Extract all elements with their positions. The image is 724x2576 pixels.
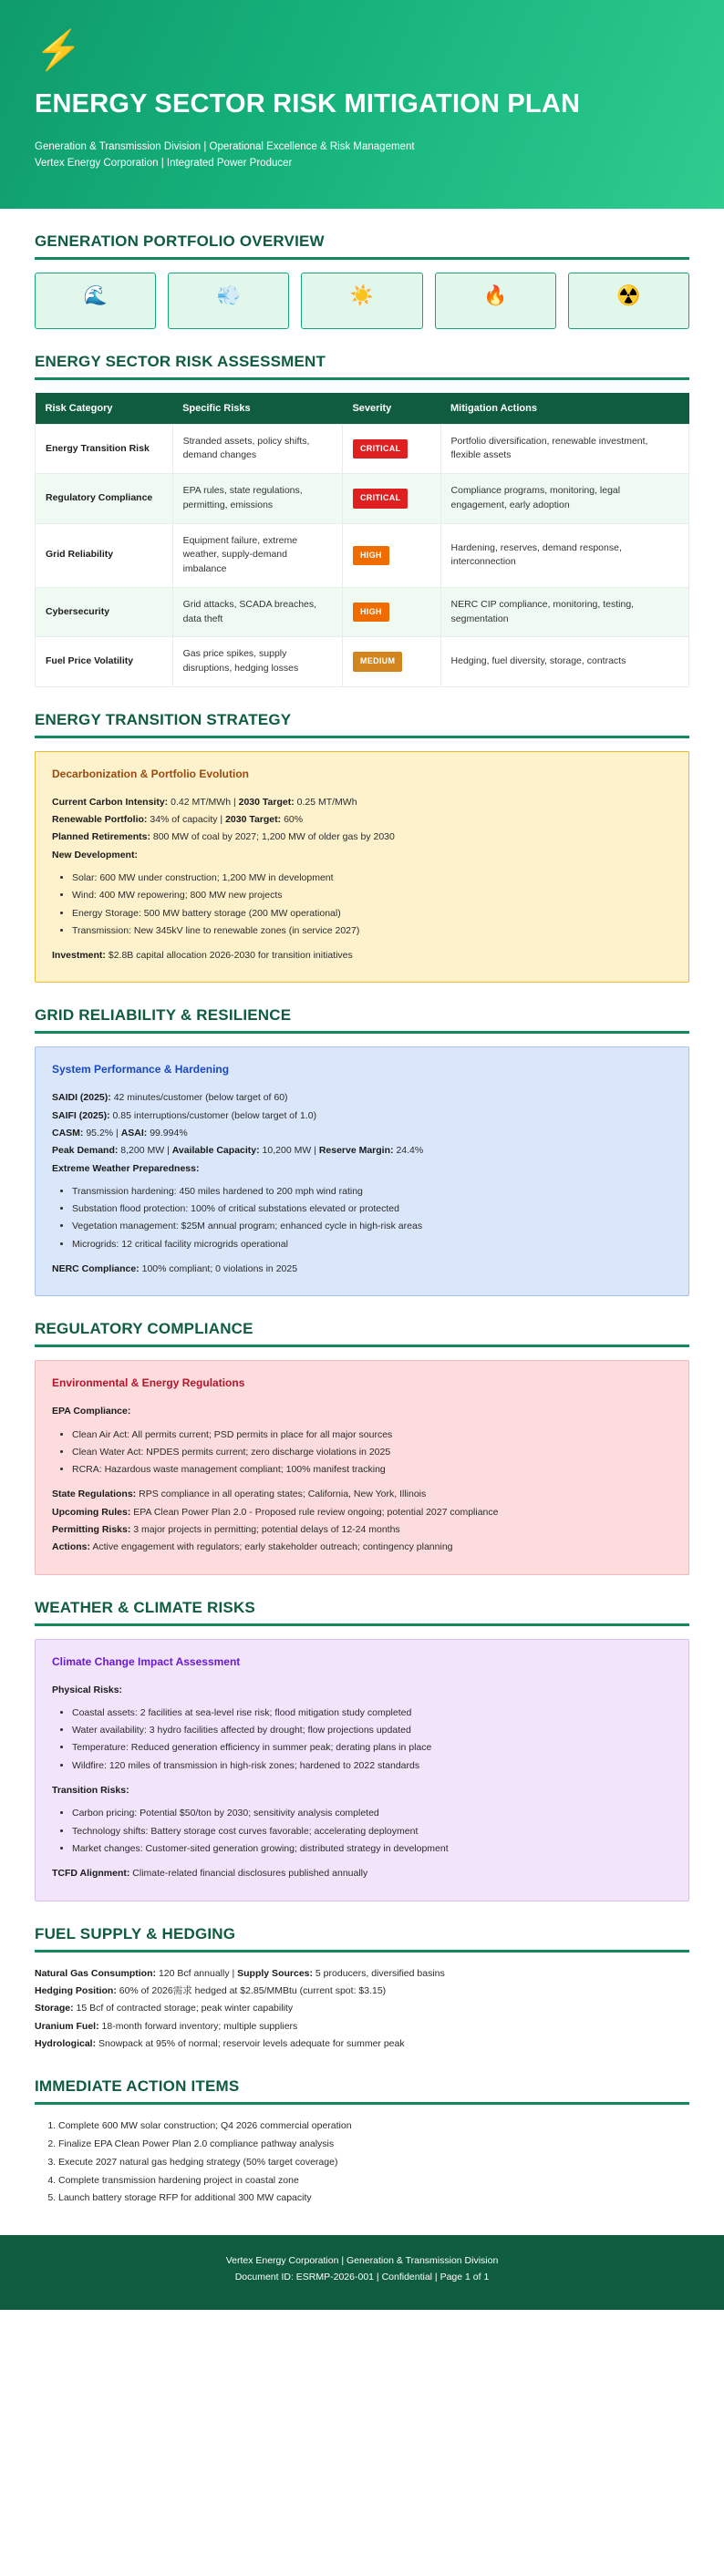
physical-risks-list xyxy=(52,1705,672,1774)
table-row xyxy=(36,474,689,524)
hedging-position-line: Hedging Position: 60% of 2026需求 hedged at $2.85/MMBtu (current spot: $3.15) xyxy=(35,1985,387,1997)
section-weather-climate xyxy=(35,1599,689,1901)
portfolio-card-list xyxy=(35,273,689,329)
physical-risks-label: Physical Risks: xyxy=(52,1684,123,1695)
planned-retirements-line: Planned Retirements: 800 MW of coal by 2027; 1,200 MW of older gas by 2030 xyxy=(52,831,395,843)
action-item: 4. Complete transmission hardening project in coastal zone xyxy=(58,2172,689,2190)
list-item: • Clean Water Act: NPDES permits current; zero discharge violations in 2025 xyxy=(72,1445,672,1460)
regulatory-panel-heading: Environmental & Energy Regulations xyxy=(52,1376,245,1390)
page-title: ENERGY SECTOR RISK MITIGATION PLAN xyxy=(35,89,581,118)
mitigation-actions-cell: Compliance programs, monitoring, legal engagement, early adoption xyxy=(440,474,688,524)
page-header-banner xyxy=(0,0,724,209)
list-item: • Vegetation management: $25M annual program; enhanced cycle in high-risk areas xyxy=(72,1219,672,1234)
portfolio-card xyxy=(435,273,556,329)
transition-risks-list xyxy=(52,1806,672,1857)
table-column-header: Mitigation Actions xyxy=(440,393,688,425)
renewable-portfolio-line: Renewable Portfolio: 34% of capacity | 2030 Target: 60% xyxy=(52,813,304,825)
table-body xyxy=(36,424,689,686)
table-column-header: Specific Risks xyxy=(172,393,342,425)
section-grid-reliability xyxy=(35,1006,689,1296)
weather-panel xyxy=(35,1639,689,1901)
severity-badge: HIGH xyxy=(353,603,389,623)
severity-badge: CRITICAL xyxy=(353,439,408,459)
page-footer xyxy=(0,2235,724,2310)
list-item: • Solar: 600 MW under construction; 1,200 MW in development xyxy=(72,871,672,886)
risk-category-cell: Energy Transition Risk xyxy=(36,424,173,474)
specific-risks-cell: Stranded assets, policy shifts, demand changes xyxy=(172,424,342,474)
list-item: • Temperature: Reduced generation efficiency in summer peak; derating plans in place xyxy=(72,1740,672,1756)
portfolio-card xyxy=(35,273,156,329)
section-heading-weather: WEATHER & CLIMATE RISKS xyxy=(35,1598,255,1616)
specific-risks-cell: EPA rules, state regulations, permitting, emissions xyxy=(172,474,342,524)
list-item: • Carbon pricing: Potential $50/ton by 2030; sensitivity analysis completed xyxy=(72,1806,672,1821)
document-body xyxy=(0,232,724,2209)
new-development-list xyxy=(52,871,672,939)
section-heading-grid: GRID RELIABILITY & RESILIENCE xyxy=(35,1006,292,1025)
risk-assessment-table xyxy=(35,393,689,687)
transition-risks-label: Transition Risks: xyxy=(52,1785,129,1797)
action-item: 5. Launch battery storage RFP for additional 300 MW capacity xyxy=(58,2190,689,2208)
flame-icon: 🔥 xyxy=(483,284,508,306)
weather-panel-heading: Climate Change Impact Assessment xyxy=(52,1654,241,1668)
section-divider xyxy=(35,1950,689,1953)
severity-cell xyxy=(342,474,440,524)
list-item: • Water availability: 3 hydro facilities affected by drought; flow projections updated xyxy=(72,1723,672,1738)
uranium-fuel-line: Uranium Fuel: 18-month forward inventory; multiple suppliers xyxy=(35,2020,298,2032)
section-heading-fuel: FUEL SUPPLY & HEDGING xyxy=(35,1924,236,1942)
section-divider xyxy=(35,1623,689,1626)
weather-preparedness-list xyxy=(52,1184,672,1252)
severity-cell xyxy=(342,637,440,687)
list-item: • RCRA: Hazardous waste management compliant; 100% manifest tracking xyxy=(72,1462,672,1478)
severity-cell xyxy=(342,523,440,587)
section-divider xyxy=(35,377,689,380)
investment-line: Investment: $2.8B capital allocation 2026-2030 for transition initiatives xyxy=(52,950,353,962)
list-item: • Market changes: Customer-sited generation growing; distributed strategy in development xyxy=(72,1841,672,1857)
table-column-header: Severity xyxy=(342,393,440,425)
table-row xyxy=(36,587,689,637)
section-regulatory-compliance xyxy=(35,1320,689,1574)
mitigation-actions-cell: Hardening, reserves, demand response, interconnection xyxy=(440,523,688,587)
wind-icon: 💨 xyxy=(216,284,241,306)
table-row xyxy=(36,424,689,474)
table-row xyxy=(36,523,689,587)
section-heading-transition: ENERGY TRANSITION STRATEGY xyxy=(35,710,292,728)
section-divider xyxy=(35,1031,689,1034)
immediate-action-items-list xyxy=(35,2117,689,2209)
transition-panel-heading: Decarbonization & Portfolio Evolution xyxy=(52,767,249,780)
severity-cell xyxy=(342,424,440,474)
action-item: 3. Execute 2027 natural gas hedging strategy (50% target coverage) xyxy=(58,2154,689,2172)
table-column-header: Risk Category xyxy=(36,393,173,425)
severity-cell xyxy=(342,587,440,637)
risk-category-cell: Fuel Price Volatility xyxy=(36,637,173,687)
permitting-risks-line: Permitting Risks: 3 major projects in permitting; potential delays of 12-24 months xyxy=(52,1524,400,1536)
list-item: • Coastal assets: 2 facilities at sea-level rise risk; flood mitigation study completed xyxy=(72,1705,672,1721)
specific-risks-cell: Grid attacks, SCADA breaches, data theft xyxy=(172,587,342,637)
section-heading-actions: IMMEDIATE ACTION ITEMS xyxy=(35,2076,240,2095)
list-item: • Wildfire: 120 miles of transmission in high-risk zones; hardened to 2022 standards xyxy=(72,1758,672,1774)
storage-line: Storage: 15 Bcf of contracted storage; peak winter capability xyxy=(35,2003,294,2014)
weather-prep-label: Extreme Weather Preparedness: xyxy=(52,1162,200,1174)
section-fuel-supply xyxy=(35,1925,689,2054)
section-divider xyxy=(35,2102,689,2105)
new-development-label: New Development: xyxy=(52,849,138,860)
table-header xyxy=(36,393,689,425)
list-item: • Technology shifts: Battery storage cost curves favorable; accelerating deployment xyxy=(72,1824,672,1839)
section-heading-risk: ENERGY SECTOR RISK ASSESSMENT xyxy=(35,352,326,370)
saidi-line: SAIDI (2025): 42 minutes/customer (below target of 60) xyxy=(52,1092,288,1104)
list-item: • Transmission: New 345kV line to renewable zones (in service 2027) xyxy=(72,923,672,939)
list-item: • Transmission hardening: 450 miles hardened to 200 mph wind rating xyxy=(72,1184,672,1200)
severity-badge: MEDIUM xyxy=(353,652,402,672)
risk-category-cell: Cybersecurity xyxy=(36,587,173,637)
saifi-line: SAIFI (2025): 0.85 interruptions/customer (below target of 1.0) xyxy=(52,1109,317,1121)
table-header-row xyxy=(36,393,689,425)
sun-icon: ☀️ xyxy=(349,284,375,306)
list-item: • Wind: 400 MW repowering; 800 MW new projects xyxy=(72,888,672,903)
list-item: • Clean Air Act: All permits current; PSD permits in place for all major sources xyxy=(72,1427,672,1443)
state-regulations-line: State Regulations: RPS compliance in all operating states; California, New York, Illinois xyxy=(52,1489,427,1500)
section-divider xyxy=(35,257,689,260)
header-subtitle-line-2: Vertex Energy Corporation | Integrated Power Producer xyxy=(35,157,293,169)
fuel-details xyxy=(35,1965,689,2054)
mitigation-actions-cell: Hedging, fuel diversity, storage, contracts xyxy=(440,637,688,687)
upcoming-rules-line: Upcoming Rules: EPA Clean Power Plan 2.0 - Proposed rule review ongoing; potential 2027 compliance xyxy=(52,1506,499,1518)
footer-line-2: Document ID: ESRMP-2026-001 | Confidential | Page 1 of 1 xyxy=(234,2272,490,2283)
section-heading-regulatory: REGULATORY COMPLIANCE xyxy=(35,1320,253,1338)
specific-risks-cell: Equipment failure, extreme weather, supply-demand imbalance xyxy=(172,523,342,587)
gas-consumption-line: Natural Gas Consumption: 120 Bcf annually | Supply Sources: 5 producers, diversified basins xyxy=(35,1967,445,1979)
tcfd-alignment-line: TCFD Alignment: Climate-related financial disclosures published annually xyxy=(52,1868,368,1880)
section-generation-portfolio xyxy=(35,232,689,329)
section-divider xyxy=(35,736,689,738)
epa-compliance-label: EPA Compliance: xyxy=(52,1406,131,1417)
risk-category-cell: Grid Reliability xyxy=(36,523,173,587)
portfolio-card xyxy=(301,273,422,329)
mitigation-actions-cell: NERC CIP compliance, monitoring, testing, segmentation xyxy=(440,587,688,637)
section-energy-transition xyxy=(35,711,689,984)
casm-asai-line: CASM: 95.2% | ASAI: 99.994% xyxy=(52,1127,188,1139)
mitigation-actions-cell: Portfolio diversification, renewable investment, flexible assets xyxy=(440,424,688,474)
risk-category-cell: Regulatory Compliance xyxy=(36,474,173,524)
radioactive-icon: ☢️ xyxy=(616,284,641,306)
lightning-bolt-icon: ⚡ xyxy=(35,28,83,71)
wave-icon: 🌊 xyxy=(83,284,108,306)
regulatory-panel xyxy=(35,1360,689,1574)
peak-demand-line: Peak Demand: 8,200 MW | Available Capacity: 10,200 MW | Reserve Margin: 24.4% xyxy=(52,1145,424,1157)
list-item: • Substation flood protection: 100% of critical substations elevated or protected xyxy=(72,1201,672,1217)
specific-risks-cell: Gas price spikes, supply disruptions, hedging losses xyxy=(172,637,342,687)
severity-badge: HIGH xyxy=(353,546,389,566)
regulatory-actions-line: Actions: Active engagement with regulators; early stakeholder outreach; contingency planning xyxy=(52,1541,453,1553)
action-item: 2. Finalize EPA Clean Power Plan 2.0 compliance pathway analysis xyxy=(58,2136,689,2154)
transition-panel xyxy=(35,751,689,984)
list-item: • Microgrids: 12 critical facility microgrids operational xyxy=(72,1237,672,1252)
header-subtitle-line-1: Generation & Transmission Division | Operational Excellence & Risk Management xyxy=(35,141,415,152)
portfolio-card xyxy=(168,273,289,329)
footer-line-1: Vertex Energy Corporation | Generation & Transmission Division xyxy=(225,2255,499,2267)
section-heading-portfolio: GENERATION PORTFOLIO OVERVIEW xyxy=(35,232,325,250)
section-risk-assessment xyxy=(35,353,689,687)
table-row xyxy=(36,637,689,687)
epa-compliance-list xyxy=(52,1427,672,1479)
nerc-compliance-line: NERC Compliance: 100% compliant; 0 violations in 2025 xyxy=(52,1263,298,1275)
grid-panel xyxy=(35,1046,689,1296)
hydrological-line: Hydrological: Snowpack at 95% of normal; reservoir levels adequate for summer peak xyxy=(35,2038,405,2050)
grid-panel-heading: System Performance & Hardening xyxy=(52,1063,230,1077)
portfolio-card xyxy=(568,273,689,329)
severity-badge: CRITICAL xyxy=(353,489,408,509)
carbon-intensity-line: Current Carbon Intensity: 0.42 MT/MWh | 2030 Target: 0.25 MT/MWh xyxy=(52,796,357,808)
action-item: 1. Complete 600 MW solar construction; Q4 2026 commercial operation xyxy=(58,2117,689,2136)
section-action-items xyxy=(35,2077,689,2209)
list-item: • Energy Storage: 500 MW battery storage (200 MW operational) xyxy=(72,906,672,922)
section-divider xyxy=(35,1345,689,1347)
